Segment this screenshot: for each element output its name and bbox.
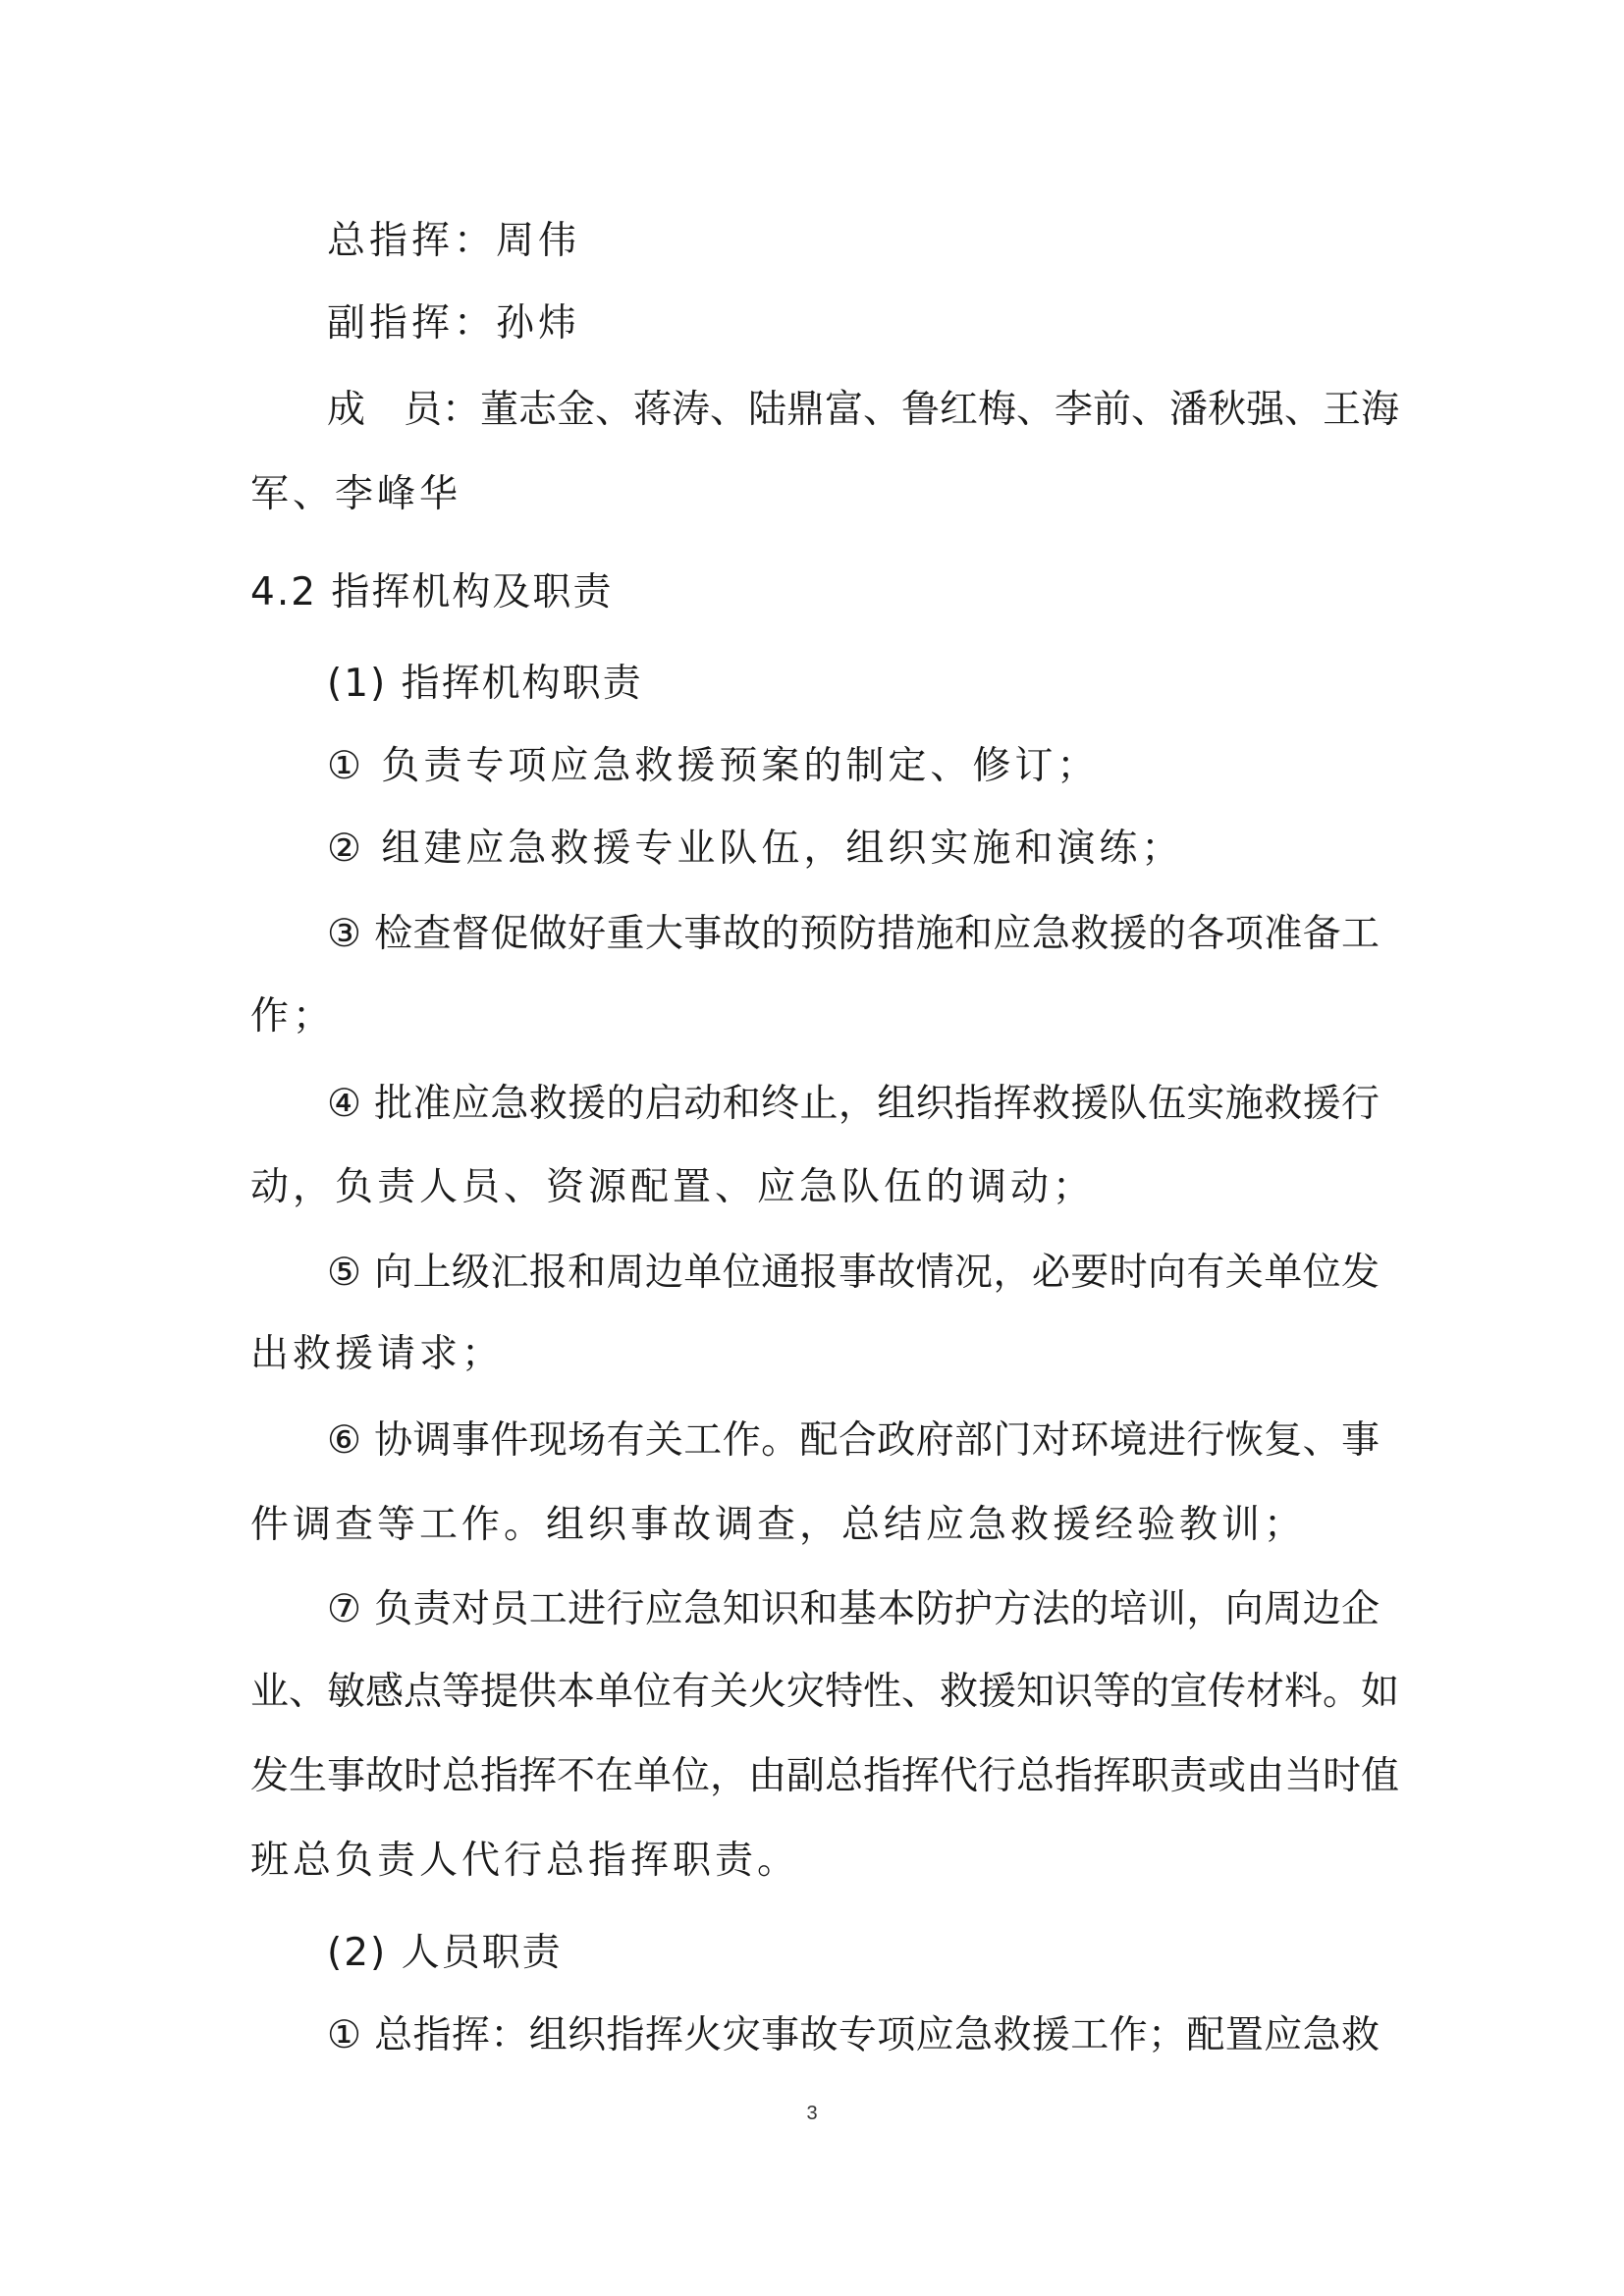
section-heading-4-2: 4.2 指挥机构及职责 (250, 570, 614, 614)
personnel-duty-item-1: ① 总指挥：组织指挥火灾事故专项应急救援工作；配置应急救 (327, 2013, 1380, 2057)
duty-item-4: ④ 批准应急救援的启动和终止，组织指挥救援队伍实施救援行 (327, 1082, 1380, 1126)
duty-item-2: ② 组建应急救援专业队伍，组织实施和演练； (327, 827, 1184, 871)
duty-item-4-continued: 动，负责人员、资源配置、应急队伍的调动； (250, 1165, 1096, 1209)
duty-item-5-continued: 出救援请求； (250, 1332, 505, 1376)
duty-item-7: ⑦ 负责对员工进行应急知识和基本防护方法的培训，向周边企 (327, 1587, 1380, 1631)
duty-item-6-continued: 件调查等工作。组织事故调查，总结应急救援经验教训； (250, 1503, 1307, 1547)
duty-item-5: ⑤ 向上级汇报和周边单位通报事故情况，必要时向有关单位发 (327, 1251, 1380, 1295)
subsection-heading-2: (2) 人员职责 (327, 1931, 563, 1975)
deputy-commander-line: 副指挥：孙炜 (327, 301, 581, 346)
duty-item-6: ⑥ 协调事件现场有关工作。配合政府部门对环境进行恢复、事 (327, 1418, 1380, 1463)
commander-line: 总指挥：周伟 (327, 219, 581, 263)
duty-item-7-line-3: 发生事故时总指挥不在单位，由副总指挥代行总指挥职责或由当时值 (250, 1754, 1400, 1798)
duty-item-3: ③ 检查督促做好重大事故的预防措施和应急救援的各项准备工 (327, 912, 1380, 956)
duty-item-7-line-4: 班总负责人代行总指挥职责。 (250, 1839, 800, 1883)
page-number: 3 (806, 2103, 818, 2124)
subsection-heading-1: (1) 指挥机构职责 (327, 662, 643, 706)
duty-item-7-line-2: 业、敏感点等提供本单位有关火灾特性、救援知识等的宣传材料。如 (250, 1670, 1400, 1714)
duty-item-1: ① 负责专项应急救援预案的制定、修订； (327, 744, 1100, 788)
members-line-continued: 军、李峰华 (250, 472, 462, 516)
members-line: 成 员：董志金、蒋涛、陆鼎富、鲁红梅、李前、潘秋强、王海 (327, 388, 1400, 432)
duty-item-3-continued: 作； (250, 994, 336, 1039)
